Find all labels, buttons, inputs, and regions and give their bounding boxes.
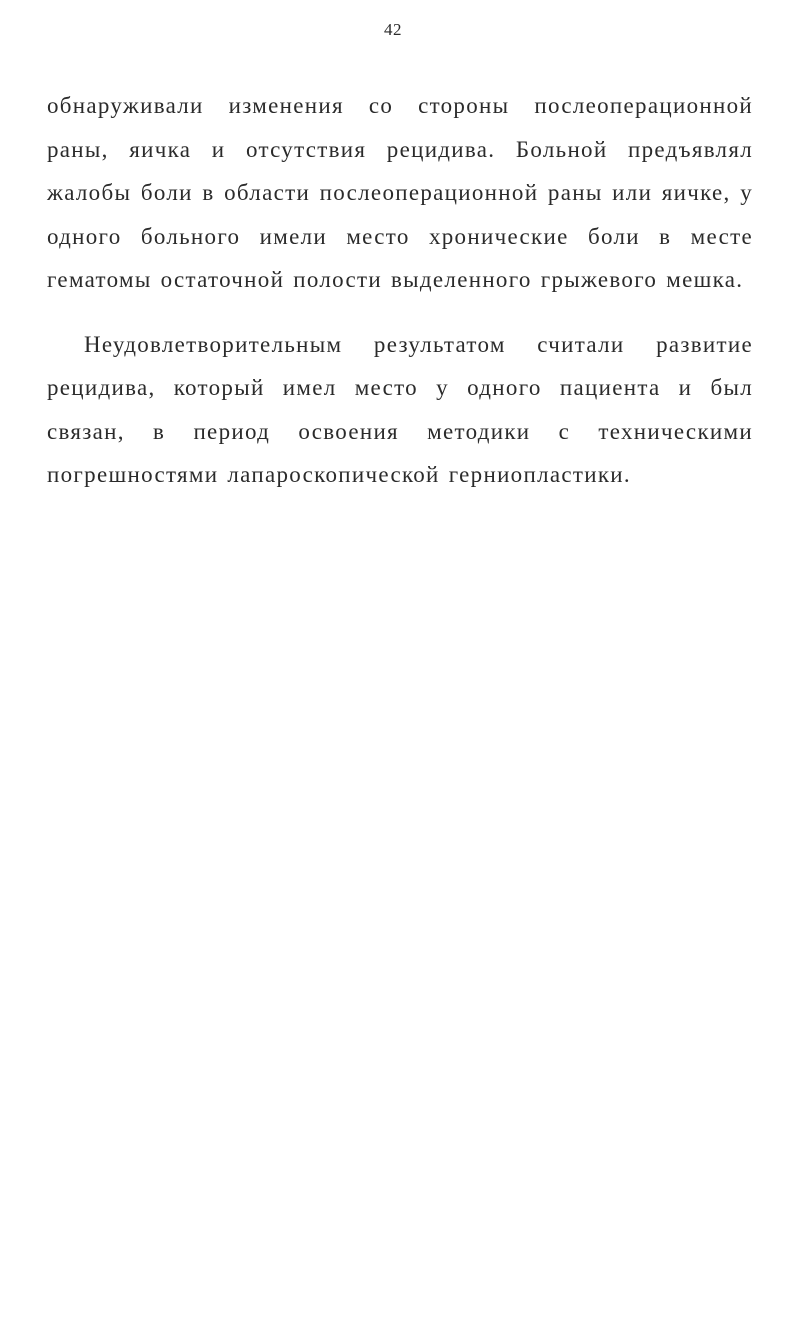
document-body xyxy=(47,84,753,497)
paragraph-1: обнаруживали изменения со стороны послеоперационной раны, яичка и отсутствия рецидива. Больной предъявлял жалобы боли в области послеоперационной раны или яичке, у одного больного имели место хронические боли в месте гематомы остаточной полости выделенного грыжевого мешка. xyxy=(47,93,753,292)
paragraph-2: Неудовлетворительным результатом считали развитие рецидива, который имел место у одного пациента и был связан, в период освоения методики с техническими погрешностями лапароскопической герниопластики. xyxy=(47,331,753,487)
page-number: 42 xyxy=(384,20,402,39)
